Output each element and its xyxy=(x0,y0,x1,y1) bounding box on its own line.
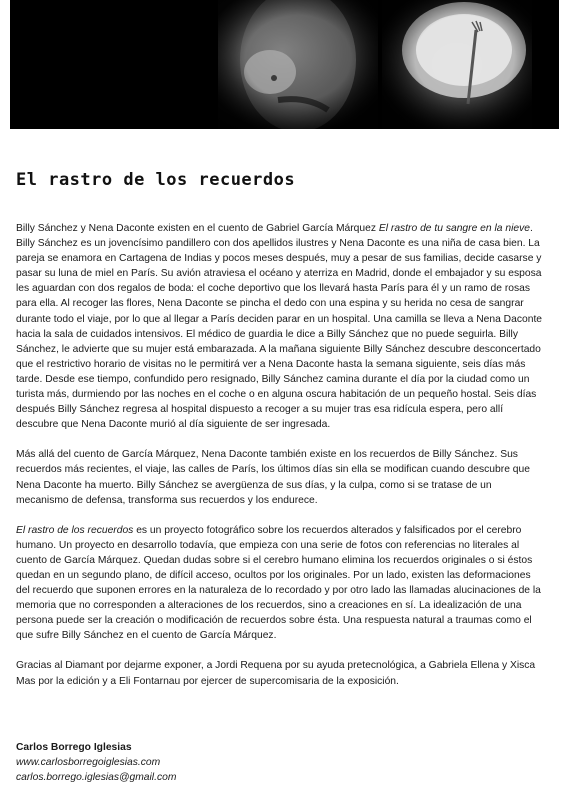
project-title-italic: El rastro de los recuerdos xyxy=(16,524,134,536)
author-email-link[interactable]: carlos.borrego.iglesias@gmail.com xyxy=(16,772,177,784)
author-website-link[interactable]: www.carlosborregoiglesias.com xyxy=(16,757,161,769)
torso-image xyxy=(218,0,378,129)
article-body xyxy=(16,221,544,704)
paragraph-1: Billy Sánchez y Nena Daconte existen en el cuento de Gabriel García Márquez El rastro de tu sangre en la nieve. Billy Sánchez es un jovencísimo pandillero con dos apellidos ilustres y Nena Daconte es una niña de casa bien. La pareja se enamora en Cartagena de Indias y pocos meses después, muy a pesar de sus familias, decide casarse y pasar su luna de miel en París. Su avión atraviesa el océano y aterriza en Madrid, donde el embajador y su esposa les aguardan con dos regalos de boda: el coche deportivo que los llevará hasta París para él y un ramo de rosas para ella. Al recoger las flores, Nena Daconte se pincha el dedo con una espina y su herida no cesa de sangrar durante todo el viaje, por lo que al llegar a París deciden parar en un hospital. Una camilla se lleva a Nena Daconte hacia la sala de cuidados intensivos. El médico de guardia le dice a Billy Sánchez que no puede seguirla. Billy Sánchez, le advierte que su mujer está embarazada. A la mañana siguiente Billy Sánchez descubre desconcertado que el restrictivo horario de visitas no le permitirá ver a Nena Daconte hasta la semana siguiente, seis días más tarde. Desde ese tiempo, confundido pero resignado, Billy Sánchez camina durante el día por la ciudad como un turista más, durmiendo por las noches en el coche o en alguna oscura habitación de un pequeño hostal. Seis días después Billy Sánchez regresa al hospital dispuesto a recoger a su mujer tras esa ridícula espera, pero allí descubre que Nena Daconte murió al día siguiente de ser ingresada. xyxy=(16,223,543,431)
story-title-italic: El rastro de tu sangre en la nieve xyxy=(378,223,530,234)
paragraph-3: El rastro de los recuerdos es un proyecto fotográfico sobre los recuerdos alterados y falsificados por el cerebro humano. Un proyecto en desarrollo todavía, que empieza con una serie de fotos con referencias no literales al cuento de García Márquez. Quedan dudas sobre si el cerebro humano elimina los recuerdos originales o si éstos quedan en un segundo plano, de difícil acceso, ocultos por los originales. Por un lado, existen las deformaciones del recuerdo que suponen errores en la naturaleza de lo recordado y por otro lado las llamadas alucinaciones de la memoria que no corresponden a alteraciones de los recuerdos, sino a creaciones en sí. La idealización de una persona puede ser la creación o modificación de recuerdos sobre ésta. Una respuesta natural a traumas como el que sufre Billy Sánchez en el cuento de García Márquez. xyxy=(16,524,541,642)
author-name: Carlos Borrego Iglesias xyxy=(16,742,132,753)
page-title: El rastro de los recuerdos xyxy=(16,170,296,190)
header-banner xyxy=(10,0,559,129)
author-credits xyxy=(16,740,176,785)
paragraph-4: Gracias al Diamant por dejarme exponer, a Jordi Requena por su ayuda pretecnológica, a Gabriela Ellena y Xisca Mas por la edición y a Eli Fontarnau por ejercer de supercomisaria de la exposición. xyxy=(16,660,536,687)
plate-photo xyxy=(382,0,532,129)
plate-image xyxy=(382,0,532,129)
paragraph-2: Más allá del cuento de García Márquez, Nena Daconte también existe en los recuerdos de Billy Sánchez. Sus recuerdos más recientes, el viaje, las calles de París, los últimos días sin ella se modifican cuando descubre que Nena Daconte ha muerto. Billy Sánchez se avergüenza de sus días, y la culpa, como si se tratase de un mecanismo de defensa, transforma sus recuerdos y los endurece. xyxy=(16,449,530,506)
torso-photo xyxy=(218,0,378,129)
